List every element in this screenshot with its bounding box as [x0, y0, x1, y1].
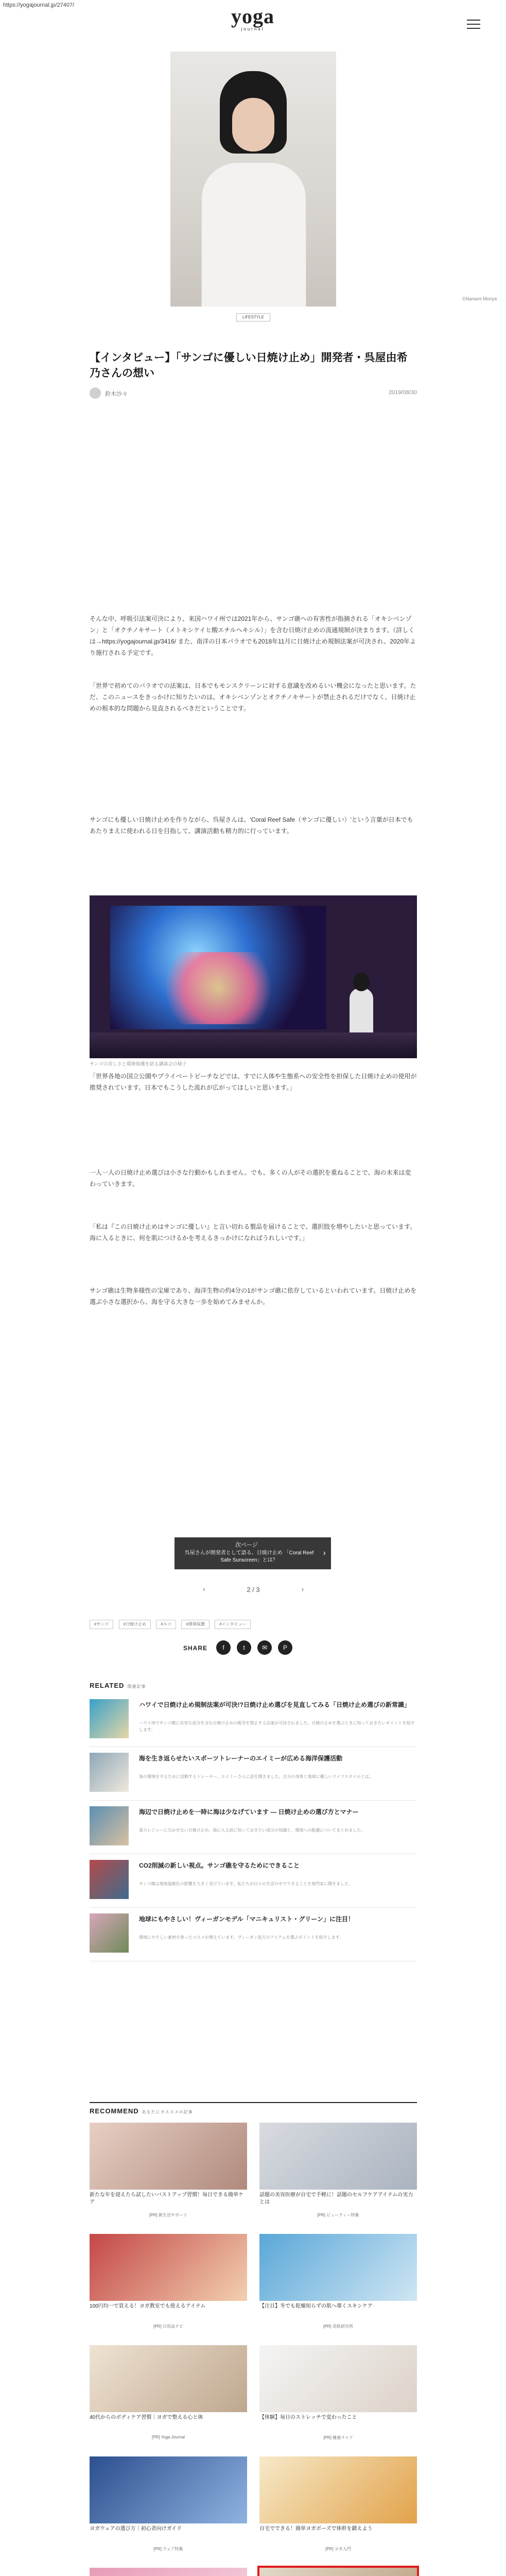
card-image [259, 2456, 417, 2523]
facebook-icon[interactable]: f [216, 1640, 231, 1655]
related-title-text: 海を生き返らせたいスポーツトレーナーのエイミーが広める海洋保護活動 [139, 1755, 343, 1762]
recommend-card[interactable] [259, 2234, 417, 2339]
card-image [259, 2123, 417, 2190]
recommend-card-highlighted[interactable] [259, 2568, 417, 2576]
related-thumb [90, 1913, 129, 1953]
list-item[interactable] [90, 1858, 417, 1908]
card-image [90, 2123, 247, 2190]
paragraph-7: サンゴ礁は生物多様性の宝庫であり、海洋生物の約4分の1がサンゴ礁に依存しているといわれています。日焼け止めを選ぶ小さな選択から、海を守る大きな一歩を始めてみませんか。 [90, 1287, 417, 1306]
menu-icon[interactable] [467, 20, 480, 30]
card-image [90, 2456, 247, 2523]
page-indicator: 2 / 3 [247, 1586, 260, 1594]
article-date: 2019/08/30 [388, 389, 417, 396]
hero-face [232, 98, 274, 151]
recommend-card[interactable] [259, 2345, 417, 2450]
card-image [90, 2345, 247, 2412]
recommend-heading [90, 2107, 193, 2115]
photo-caption: サンゴの美しさと環境保護を語る講演会の様子 [90, 1061, 187, 1066]
related-title-text: 地球にもやさしい！ヴィーガンモデル「マニキュリスト・グリーン」に注目！ [139, 1916, 354, 1923]
related-heading [90, 1682, 146, 1689]
paragraph-4: 「世界各地の国立公園やプライベートビーチなどでは、すでに人体や生態系への安全性を担保した日焼け止めの使用が推奨されています。日本でもこうした流れが広がってほしいと思います。」 [90, 1073, 417, 1091]
tag[interactable]: #エコ [156, 1620, 176, 1629]
share-bar [183, 1640, 327, 1656]
card-image [90, 2234, 247, 2301]
card-title: 話題の美容医療が自宅で手軽に！話題のセルフケアアイテムの実力とは [259, 2192, 413, 2205]
related-thumb [90, 1699, 129, 1738]
hero-caption: ©Nanami Moriya [462, 296, 497, 301]
card-source: [PR] Yoga Journal [151, 2435, 185, 2439]
chevron-right-icon: › [323, 1549, 326, 1557]
pinterest-icon[interactable]: P [278, 1640, 292, 1655]
related-thumb [90, 1806, 129, 1845]
card-title: 【体験】毎日のストレッチで変わったこと [259, 2415, 357, 2420]
pagination [203, 1585, 304, 1596]
tag[interactable]: #サンゴ [90, 1620, 113, 1629]
card-source: [PR] 健康ライフ [323, 2435, 353, 2440]
hero-image [170, 52, 336, 307]
coral-image [151, 952, 285, 1024]
card-image [259, 2234, 417, 2301]
recommend-card[interactable] [90, 2568, 247, 2576]
card-image [90, 2568, 247, 2576]
card-title: ヨガウェアの選び方｜初心者向けガイド [90, 2526, 182, 2532]
related-thumb [90, 1753, 129, 1792]
related-title-text: CO2削減の新しい視点。サンゴ礁を守るためにできること [139, 1862, 300, 1869]
site-logo[interactable]: yoga [231, 5, 274, 28]
card-title: 新たな年を迎えたら試したいバストアップ習慣！毎日できる簡単ケア [90, 2192, 243, 2205]
tag[interactable]: #環境保護 [181, 1620, 209, 1629]
category-tag[interactable]: LIFESTYLE [236, 313, 270, 321]
paragraph-5: 一人一人の日焼け止め選びは小さな行動かもしれません。でも、多くの人がその選択を重ねることで、海の未来は変わっていきます。 [90, 1169, 411, 1188]
recommend-card[interactable] [259, 2123, 417, 2228]
related-title-text: ハワイで日焼け止め規制法案が可決!?日焼け止め選びを見直してみる「日焼け止め選びの新常識」 [139, 1701, 410, 1708]
mail-icon[interactable]: ✉ [257, 1640, 272, 1655]
card-image [259, 2568, 417, 2576]
card-image [259, 2345, 417, 2412]
author-name[interactable]: 鈴木沙々 [105, 391, 128, 397]
article-title: 【インタビュー】「サンゴに優しい日焼け止め」開発者・呉屋由希乃さんの想い [90, 352, 408, 379]
list-item[interactable] [90, 1697, 417, 1747]
share-label: SHARE [183, 1645, 208, 1652]
card-title: 【注目】冬でも乾燥知らずの肌へ導くスキンケア [259, 2303, 373, 2309]
recommend-title: RECOMMEND [90, 2107, 139, 2115]
related-desc: ハワイ州でサンゴ礁に有害な成分を含む日焼け止めの販売を禁止する法案が可決されました。日焼け止めを選ぶときに知っておきたいポイントを紹介します。 [139, 1721, 415, 1732]
tag-list [90, 1619, 417, 1629]
audience [90, 1032, 417, 1058]
next-page-text: 呉屋さんが開発者として語る、日焼け止め 「Coral Reef Safe Sunscreen」とは？ [184, 1550, 314, 1563]
card-source: [PR] ビューティー特集 [317, 2213, 359, 2217]
recommend-card[interactable] [90, 2123, 247, 2228]
recommend-card[interactable] [90, 2456, 247, 2562]
speaker-head [353, 973, 370, 991]
recommend-sub: あなたにオススメの記事 [142, 2110, 193, 2114]
paragraph-3: サンゴにも優しい日焼け止めを作りながら、呉屋さんは、'Coral Reef Safe（サンゴに優しい）'という言葉が日本でもあたりまえに使われる日を目指して、講演活動も精力的に行っています。 [90, 816, 413, 835]
list-item[interactable] [90, 1751, 417, 1801]
url-text: https://yogajournal.jp/27407/ [3, 2, 75, 8]
related-desc: 海の環境を守るために活動するトレーナー、エイミーさんに話を聞きました。自分の身体と地球に優しいライフスタイルとは。 [139, 1774, 373, 1779]
card-title: 40代からのボディケア習慣｜ヨガで整える心と体 [90, 2415, 203, 2420]
next-page-button[interactable] [175, 1537, 331, 1569]
card-title: 自宅でできる！簡単ヨガポーズで体幹を鍛えよう [259, 2526, 373, 2532]
site-header [0, 0, 506, 36]
related-title-text: 海辺で日焼け止めを一時に海は少なげています — 日焼け止めの選び方とマナー [139, 1808, 359, 1816]
tag[interactable]: #インタビュー [215, 1620, 251, 1629]
hero-body [201, 162, 306, 307]
paragraph-2: 「世界で初めてのパラオでの法案は、日本でもモンスクリーンに対する意識を改めるいい機会になったと思います。ただ、このニュースをきっかけに知りたいのは、オキシベンゾンとオクチノキサートが禁止されるだけでなく、日焼け止めの根本的な問題から見直されるべきだということです。 [90, 682, 416, 712]
recommend-card[interactable] [90, 2345, 247, 2450]
twitter-icon[interactable]: t [237, 1640, 251, 1655]
card-source: [PR] 日用品ナビ [153, 2324, 183, 2329]
card-source: [PR] ヨガ入門 [325, 2547, 351, 2551]
card-source: [PR] 新生活サポート [149, 2213, 187, 2217]
tag[interactable]: #日焼け止め [119, 1620, 151, 1629]
paragraph-1: そんな中、呼吸引法案可決により、来国ハワイ州では2021年から、サンゴ礁への有害性が指摘される「オキシベンゾン」と「オクチノキサート（メトキシケイヒ酸エチルヘキシル）」を含む日焼け止めの流通規制が決まります。（詳しくは→https://yogajournal.jp/3416/ また、南洋の日本パラオでも2018年11月に日焼け止め規制法案が可決され、2020年より施行される予定です。 [90, 615, 416, 656]
site-logo-sub: journal [241, 27, 265, 31]
paragraph-6: 「私は『この日焼け止めはサンゴに優しい』と言い切れる製品を届けることで、選択肢を増やしたいと思っています。海に入るときに、何を肌につけるかを考えるきっかけになればうれしいです。」 [90, 1223, 416, 1242]
next-page-label: 次ページ [235, 1542, 258, 1548]
related-title: RELATED [90, 1682, 125, 1689]
card-source: [PR] 美肌研究所 [323, 2324, 353, 2329]
related-desc: 夏のレジャーに欠かせない日焼け止め。海に入る前に知っておきたい成分の知識と、環境への配慮についてまとめました。 [139, 1828, 365, 1833]
related-desc: サンゴ礁は地球温暖化の影響を大きく受けています。私たちが日々の生活の中でできることを専門家に聞きました。 [139, 1882, 353, 1886]
related-sub: 関連記事 [127, 1684, 146, 1689]
prev-page-icon[interactable]: ‹ [203, 1585, 205, 1593]
recommend-card[interactable] [259, 2456, 417, 2562]
lecture-photo [90, 895, 417, 1058]
card-title: 100円均一で買える！ヨガ教室でも使えるアイテム [90, 2303, 206, 2309]
next-page-icon[interactable]: › [301, 1585, 304, 1593]
related-thumb [90, 1860, 129, 1899]
related-desc: 環境にやさしい素材を使ったコスメが増えています。ヴィーガン処方のアイテムを選ぶポイントを紹介します。 [139, 1935, 343, 1940]
avatar [90, 387, 101, 399]
recommend-header [90, 2102, 417, 2119]
recommend-card[interactable] [90, 2234, 247, 2339]
list-item[interactable] [90, 1911, 417, 1961]
author-row [90, 387, 417, 400]
card-source: [PR] ウェア特集 [153, 2547, 183, 2551]
list-item[interactable] [90, 1804, 417, 1854]
